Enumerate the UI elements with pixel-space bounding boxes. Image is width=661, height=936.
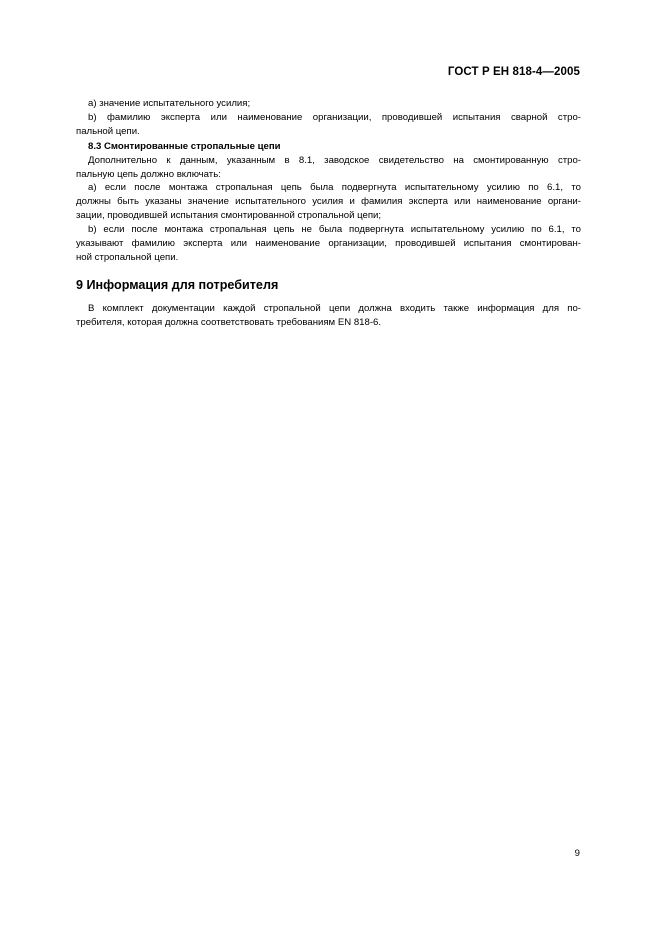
section-8-text (76, 97, 581, 265)
subsection-8-3-heading: 8.3 Смонтированные стропальные цепи (88, 140, 281, 152)
section-9-text (76, 302, 581, 330)
standard-code-header: ГОСТ Р ЕН 818-4—2005 (447, 66, 580, 78)
subsection-8-3-intro-line2: пальную цепь должно включать: (76, 168, 221, 180)
list-item-b-line1: b) фамилию эксперта или наименование организации, проводившей испытания сварной стро- (88, 111, 581, 123)
list-item-b-line2: пальной цепи. (76, 125, 140, 137)
subsection-8-3-item-a-line2: должны быть указаны значение испытательного усилия и фамилия эксперта или наименование органи- (76, 196, 581, 208)
section-9-heading: 9 Информация для потребителя (76, 278, 279, 292)
subsection-8-3-item-b-line1: b) если после монтажа стропальная цепь не была подвергнута испытательному усилию по 6.1, то (88, 224, 581, 236)
list-item-a-value (88, 97, 581, 111)
subsection-8-3-item-a-line1: a) если после монтажа стропальная цепь была подвергнута испытательному усилию по 6.1, то (88, 182, 581, 194)
list-item-text: a) значение испытательного усилия; (88, 98, 251, 109)
subsection-8-3-item-a-line3: зации, проводившей испытания смонтированной стропальной цепи; (76, 210, 382, 222)
section-9-body-line1: В комплект документации каждой стропальной цепи должна входить также информация для по- (88, 303, 581, 314)
subsection-8-3-item-b-line3: ной стропальной цепи. (76, 251, 179, 263)
section-9-body-line2: требителя, которая должна соответствовать требованиям EN 818-6. (76, 316, 382, 328)
subsection-8-3-item-b-line2: указывают фамилию эксперта или наименование организации, проводившей испытания смонтирован- (76, 238, 581, 250)
page-number: 9 (574, 848, 580, 859)
subsection-8-3-intro-line1: Дополнительно к данным, указанным в 8.1, заводское свидетельство на смонтированную стро- (88, 154, 581, 166)
